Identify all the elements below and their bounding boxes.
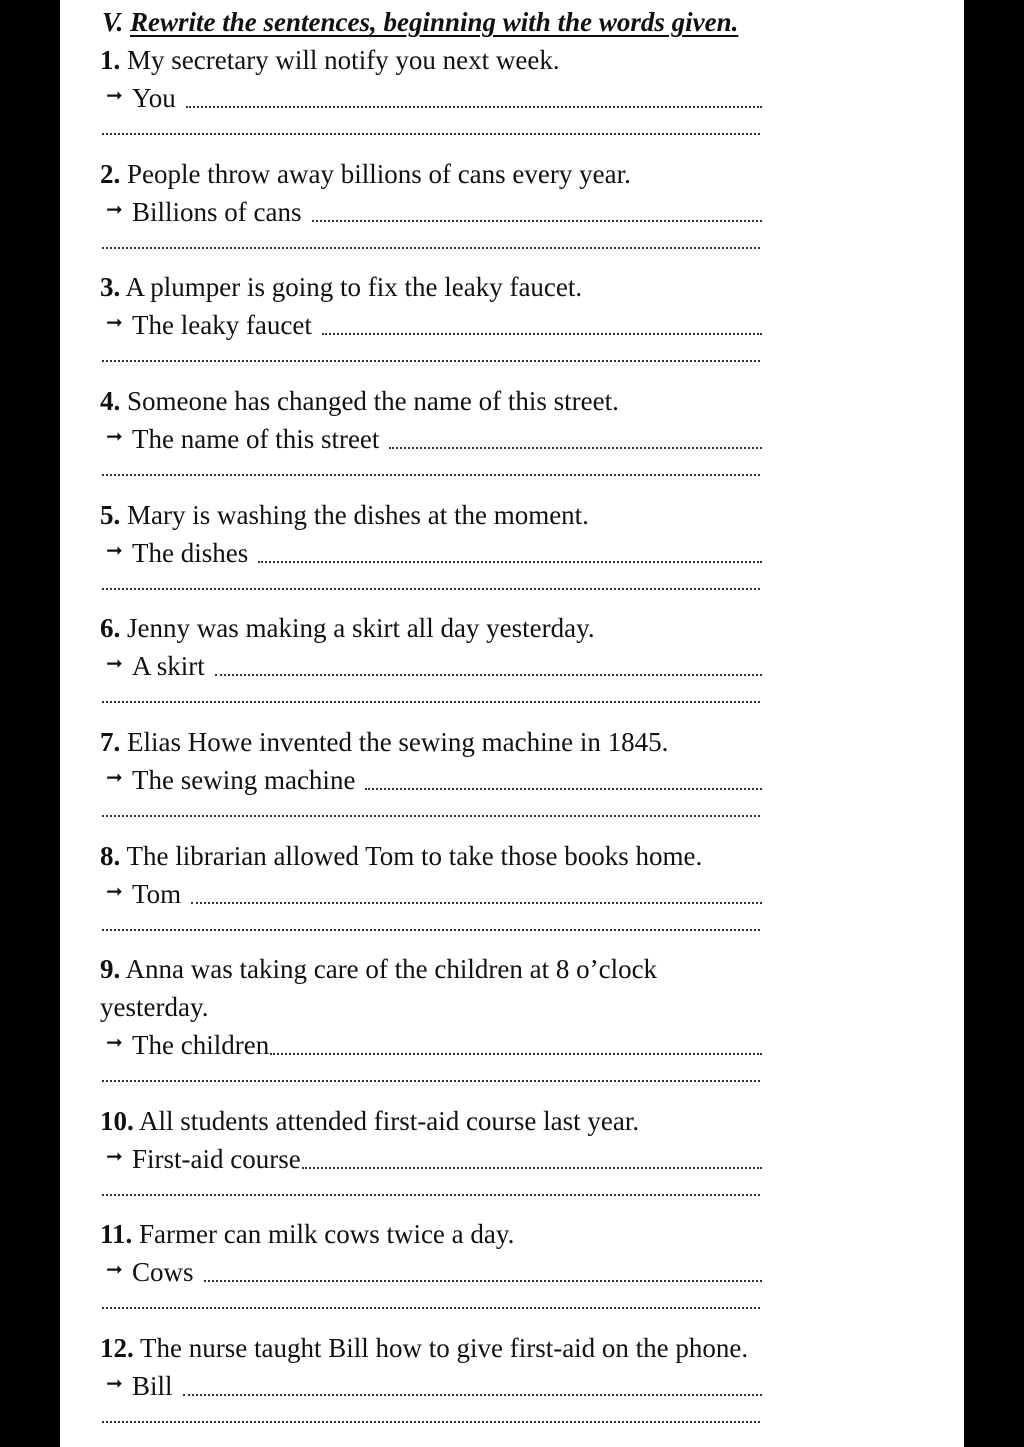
exercise-item bbox=[100, 268, 800, 362]
answer-prompt: The name of this street bbox=[132, 424, 380, 454]
exercise-number: 3. bbox=[100, 272, 121, 302]
answer-blank-continuation[interactable] bbox=[102, 927, 760, 931]
arrow-icon: ➞ bbox=[106, 197, 123, 221]
answer-blank[interactable] bbox=[183, 1384, 762, 1396]
answer-prompt: The dishes bbox=[132, 538, 249, 568]
answer-line[interactable] bbox=[106, 306, 762, 344]
exercise-text: The nurse taught Bill how to give first-aid on the phone. bbox=[140, 1333, 749, 1363]
arrow-icon: ➞ bbox=[106, 879, 123, 903]
exercise-item bbox=[100, 723, 800, 817]
exercise-sentence bbox=[100, 496, 800, 534]
arrow-icon: ➞ bbox=[106, 651, 123, 675]
answer-line[interactable] bbox=[106, 534, 762, 572]
answer-prompt: Tom bbox=[132, 879, 182, 909]
answer-blank-continuation[interactable] bbox=[102, 1078, 760, 1082]
arrow-icon: ➞ bbox=[106, 538, 123, 562]
exercise-number: 7. bbox=[100, 727, 121, 757]
exercise-number: 4. bbox=[100, 386, 121, 416]
exercise-item bbox=[100, 155, 800, 249]
answer-blank-continuation[interactable] bbox=[102, 1305, 760, 1309]
exercise-text: Farmer can milk cows twice a day. bbox=[139, 1219, 515, 1249]
exercise-item bbox=[100, 1102, 800, 1196]
exercise-sentence bbox=[100, 382, 800, 420]
arrow-icon: ➞ bbox=[106, 310, 123, 334]
arrow-icon: ➞ bbox=[106, 83, 123, 107]
exercise-item bbox=[100, 41, 800, 135]
exercise-sentence bbox=[100, 1215, 800, 1253]
exercise-number: 6. bbox=[100, 613, 121, 643]
answer-blank[interactable] bbox=[389, 437, 762, 449]
answer-blank[interactable] bbox=[312, 210, 763, 222]
arrow-icon: ➞ bbox=[106, 1030, 123, 1054]
exercise-number: 5. bbox=[100, 500, 121, 530]
exercise-number: 2. bbox=[100, 159, 121, 189]
answer-prompt: The children bbox=[132, 1030, 270, 1060]
exercise-item bbox=[100, 1329, 800, 1423]
answer-line[interactable] bbox=[106, 420, 762, 458]
exercise-text: My secretary will notify you next week. bbox=[127, 45, 560, 75]
exercise-sentence bbox=[100, 1329, 800, 1367]
exercise-item bbox=[100, 496, 800, 590]
exercise-text: Elias Howe invented the sewing machine in 1845. bbox=[127, 727, 669, 757]
exercise-number: 10. bbox=[100, 1106, 134, 1136]
exercise-sentence bbox=[100, 1102, 800, 1140]
answer-line[interactable] bbox=[106, 875, 762, 913]
arrow-icon: ➞ bbox=[106, 1371, 123, 1395]
answer-prompt: A skirt bbox=[132, 651, 205, 681]
answer-blank[interactable] bbox=[322, 323, 762, 335]
answer-blank[interactable] bbox=[302, 1157, 762, 1169]
exercise-sentence bbox=[100, 837, 800, 875]
exercise-number: 8. bbox=[100, 841, 121, 871]
exercise-number: 11. bbox=[100, 1219, 133, 1249]
exercise-number: 12. bbox=[100, 1333, 134, 1363]
answer-blank-continuation[interactable] bbox=[102, 472, 760, 476]
answer-blank[interactable] bbox=[204, 1270, 762, 1282]
answer-line[interactable] bbox=[106, 1253, 762, 1291]
exercise-text: A plumper is going to fix the leaky faucet. bbox=[125, 272, 583, 302]
exercise-text: Mary is washing the dishes at the moment. bbox=[127, 500, 589, 530]
answer-prompt: Cows bbox=[132, 1257, 194, 1287]
heading-title: Rewrite the sentences, beginning with the words given. bbox=[130, 7, 739, 37]
answer-line[interactable] bbox=[106, 1140, 762, 1178]
exercise-sentence bbox=[100, 723, 800, 761]
exercise-sentence bbox=[100, 268, 800, 306]
answer-blank-continuation[interactable] bbox=[102, 1419, 760, 1423]
exercise-number: 1. bbox=[100, 45, 121, 75]
arrow-icon: ➞ bbox=[106, 1257, 123, 1281]
heading-roman-numeral: V. bbox=[102, 7, 124, 37]
answer-line[interactable] bbox=[106, 79, 762, 117]
exercise-item bbox=[100, 382, 800, 476]
answer-prompt: First-aid course bbox=[132, 1144, 301, 1174]
exercise-sentence bbox=[100, 155, 800, 193]
exercise-text: People throw away billions of cans every year. bbox=[127, 159, 631, 189]
exercise-sentence bbox=[100, 609, 800, 647]
exercise-sentence bbox=[100, 950, 740, 1026]
answer-prompt: Billions of cans bbox=[132, 197, 302, 227]
answer-blank-continuation[interactable] bbox=[102, 586, 760, 590]
answer-blank[interactable] bbox=[186, 96, 762, 108]
exercise-text: The librarian allowed Tom to take those books home. bbox=[126, 841, 703, 871]
exercise-item bbox=[100, 837, 800, 931]
answer-line[interactable] bbox=[106, 647, 762, 685]
answer-blank[interactable] bbox=[215, 664, 762, 676]
answer-prompt: You bbox=[132, 83, 176, 113]
exercise-item bbox=[100, 950, 800, 1082]
exercise-text: Anna was taking care of the children at 8 o’clock yesterday. bbox=[100, 954, 658, 1022]
exercise-item bbox=[100, 1215, 800, 1309]
arrow-icon: ➞ bbox=[106, 1144, 123, 1168]
exercise-text: Jenny was making a skirt all day yesterday. bbox=[127, 613, 595, 643]
exercise-item bbox=[100, 609, 800, 703]
answer-line[interactable] bbox=[106, 1367, 762, 1405]
answer-blank-continuation[interactable] bbox=[102, 131, 760, 135]
answer-line[interactable] bbox=[106, 193, 762, 231]
answer-prompt: The leaky faucet bbox=[132, 310, 312, 340]
exercise-text: Someone has changed the name of this street. bbox=[127, 386, 619, 416]
answer-blank-continuation[interactable] bbox=[102, 813, 760, 817]
answer-blank-continuation[interactable] bbox=[102, 245, 760, 249]
answer-prompt: The sewing machine bbox=[132, 765, 356, 795]
answer-blank[interactable] bbox=[258, 551, 762, 563]
arrow-icon: ➞ bbox=[106, 424, 123, 448]
answer-blank-continuation[interactable] bbox=[102, 699, 760, 703]
exercise-heading bbox=[102, 4, 738, 40]
answer-line[interactable] bbox=[106, 761, 762, 799]
arrow-icon: ➞ bbox=[106, 765, 123, 789]
answer-blank[interactable] bbox=[270, 1043, 762, 1055]
answer-blank-continuation[interactable] bbox=[102, 1192, 760, 1196]
exercise-sentence bbox=[100, 41, 800, 79]
exercise-number: 9. bbox=[100, 954, 121, 984]
answer-blank-continuation[interactable] bbox=[102, 358, 760, 362]
exercise-text: All students attended first-aid course last year. bbox=[139, 1106, 640, 1136]
answer-prompt: Bill bbox=[132, 1371, 173, 1401]
answer-blank[interactable] bbox=[365, 778, 762, 790]
answer-blank[interactable] bbox=[191, 892, 762, 904]
answer-line[interactable] bbox=[106, 1026, 762, 1064]
